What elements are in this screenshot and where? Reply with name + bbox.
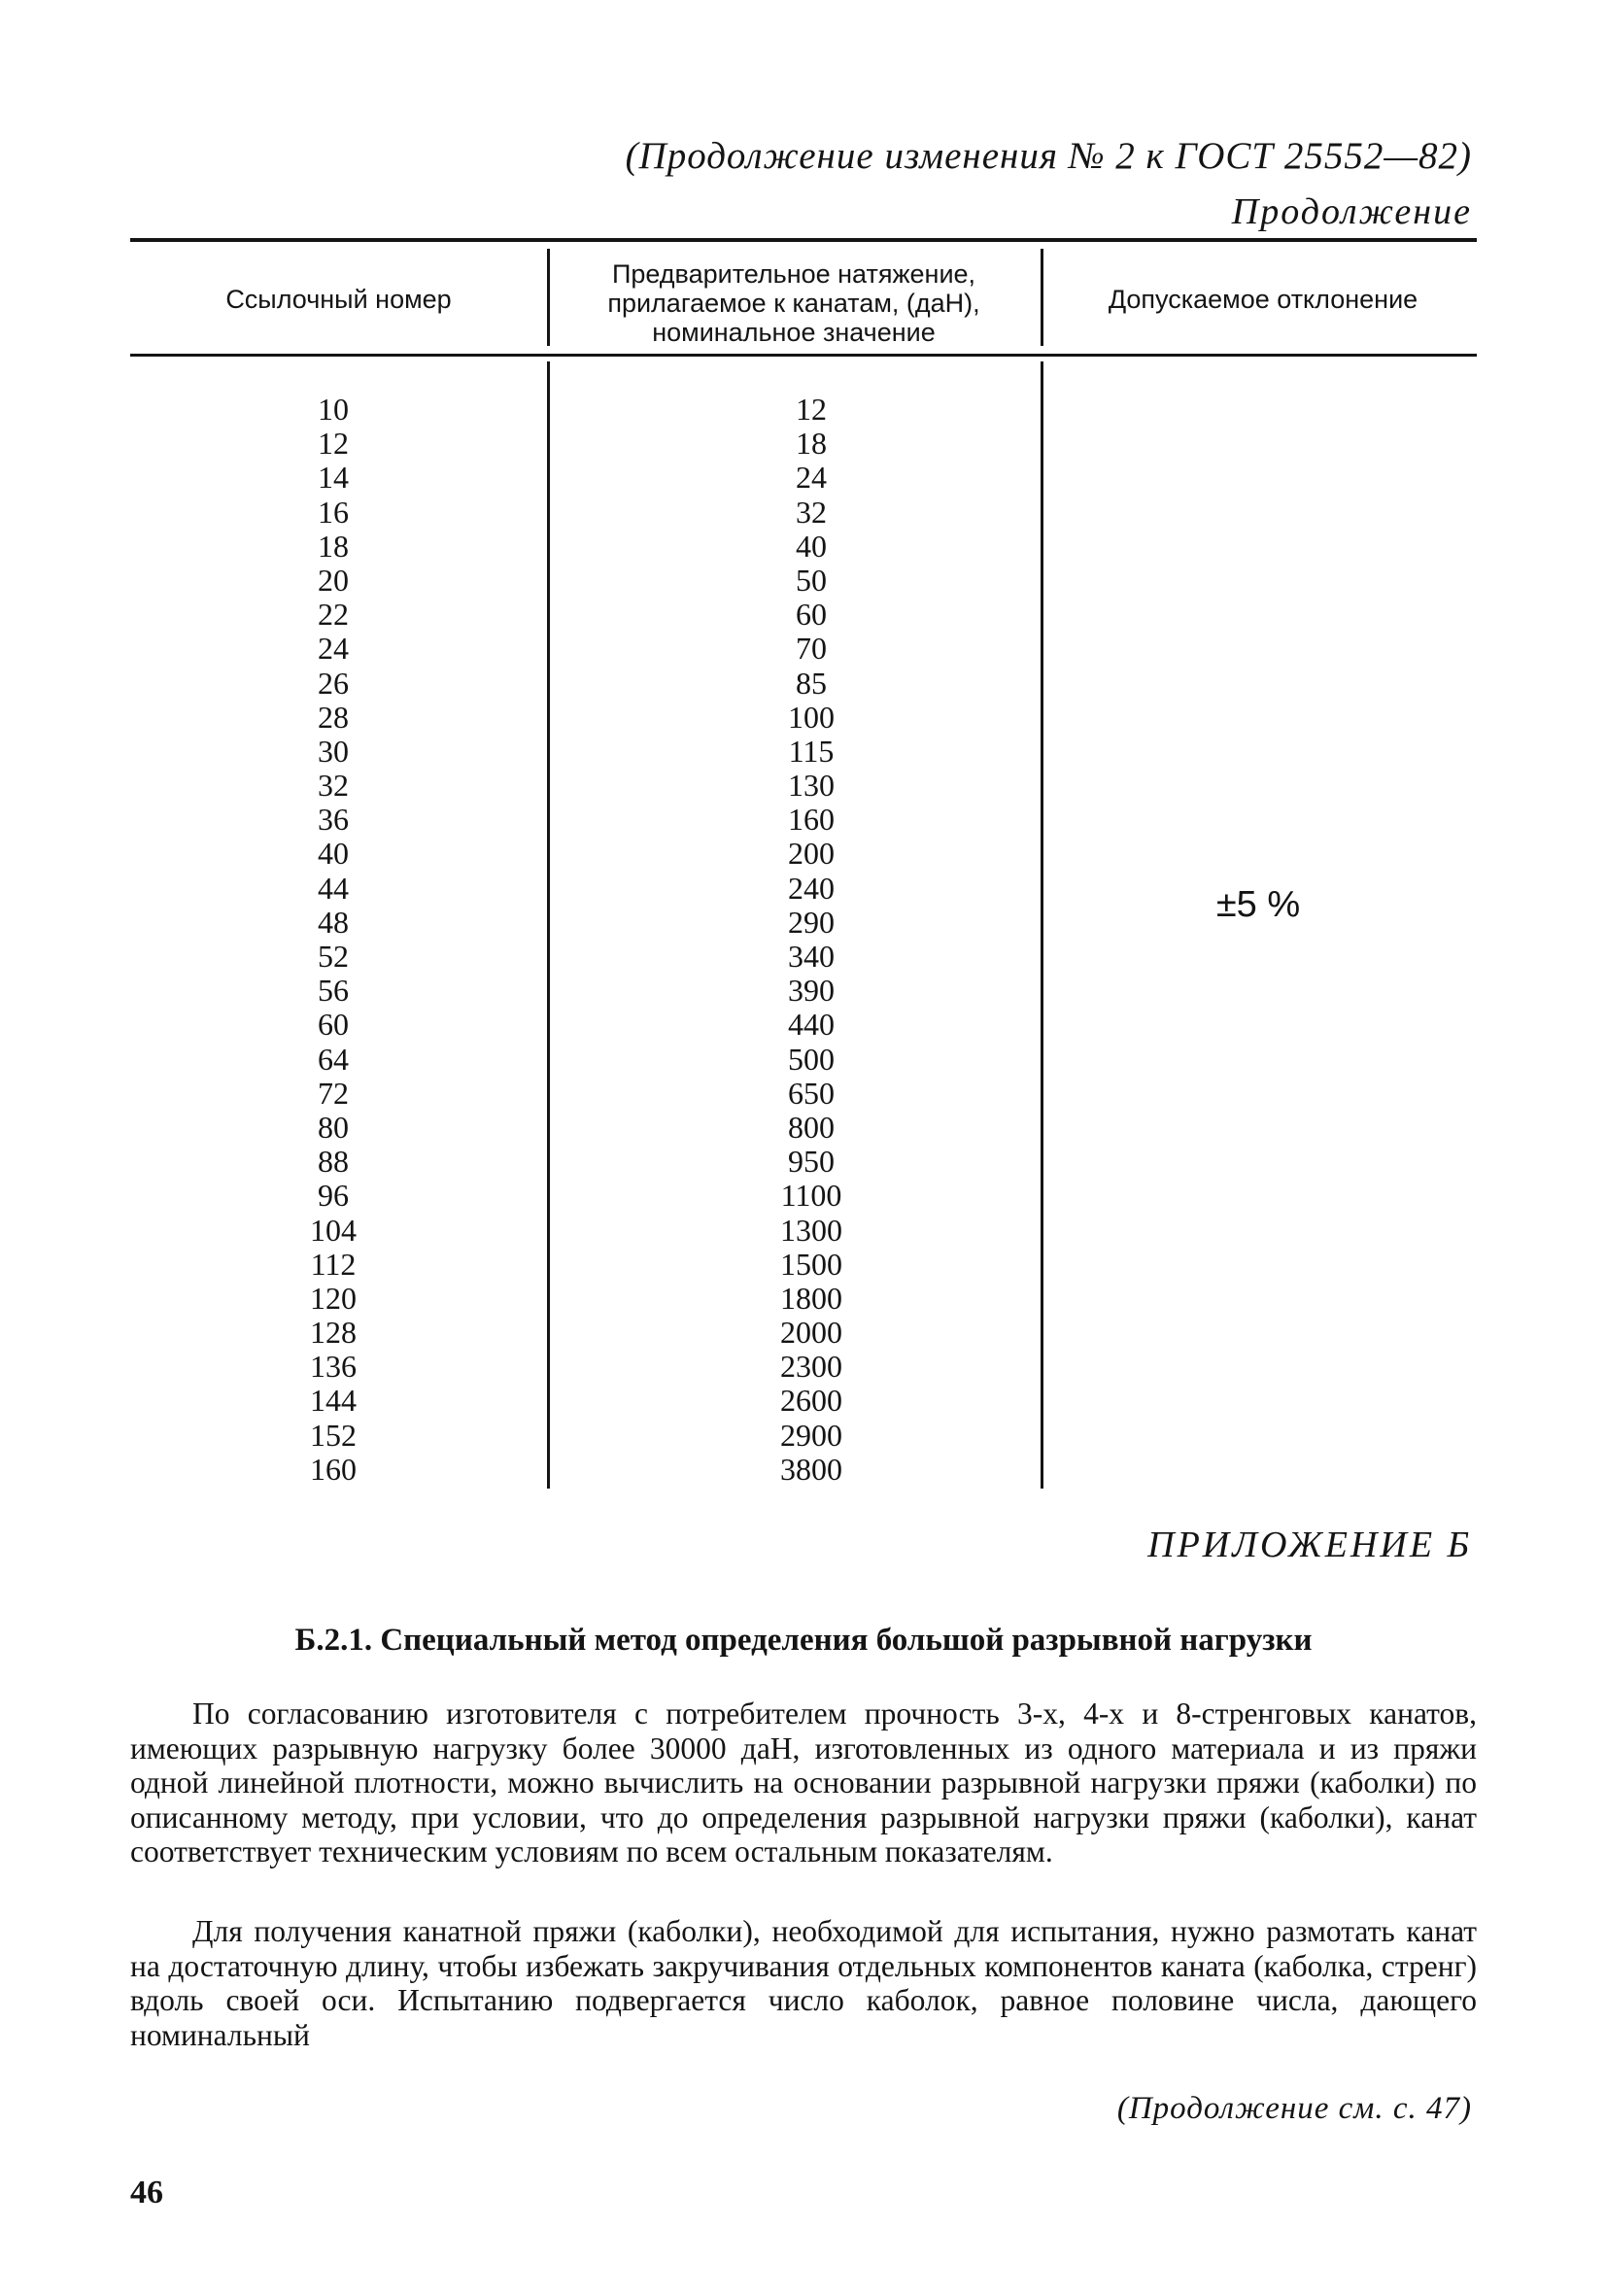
reference-number-cell: 32 bbox=[318, 768, 349, 804]
reference-number-cell: 26 bbox=[318, 665, 349, 701]
table-header-rule bbox=[130, 354, 1477, 357]
pretension-value-cell: 100 bbox=[788, 699, 835, 735]
continued-note: (Продолжение см. с. 47) bbox=[1116, 2091, 1472, 2126]
paragraph-2 bbox=[130, 1914, 1477, 2052]
tolerance-value: ±5 % bbox=[1215, 884, 1301, 925]
reference-number-cell: 60 bbox=[318, 1007, 349, 1043]
pretension-value-cell: 115 bbox=[788, 733, 835, 769]
paragraph-2-text: Для получения канатной пряжи (каболки), необходимой для испытания, нужно размотать канат на достаточную длину, чтобы избежать закручивания отдельных компонентов каната (каболка, стренг) вдоль своей оси. Испытанию подвергается число каболок, равное половине числа, дающего номинальный bbox=[130, 1914, 1477, 2052]
pretension-value-cell: 1100 bbox=[780, 1178, 842, 1214]
column-divider bbox=[547, 361, 550, 1489]
pretension-value-cell: 40 bbox=[796, 528, 827, 564]
reference-number-cell: 64 bbox=[318, 1041, 349, 1077]
continuation-label: Продолжение bbox=[1231, 191, 1472, 232]
pretension-value-cell: 1500 bbox=[780, 1246, 842, 1282]
reference-number-cell: 14 bbox=[318, 460, 349, 496]
reference-number-cell: 22 bbox=[318, 597, 349, 633]
reference-number-cell: 160 bbox=[310, 1451, 357, 1487]
pretension-value-cell: 70 bbox=[796, 631, 827, 667]
reference-number-cell: 128 bbox=[310, 1315, 357, 1351]
reference-number-cell: 48 bbox=[318, 904, 349, 940]
pretension-value-cell: 390 bbox=[788, 973, 835, 1009]
reference-number-cell: 144 bbox=[310, 1383, 357, 1419]
column-divider bbox=[547, 249, 550, 346]
pretension-value-cell: 1800 bbox=[780, 1280, 842, 1316]
reference-number-column bbox=[236, 393, 430, 1487]
pretension-value-cell: 85 bbox=[796, 665, 827, 701]
pretension-value-cell: 950 bbox=[788, 1144, 835, 1180]
reference-number-cell: 20 bbox=[318, 562, 349, 598]
reference-number-cell: 104 bbox=[310, 1212, 357, 1248]
pretension-value-cell: 800 bbox=[788, 1109, 835, 1145]
pretension-value-cell: 340 bbox=[788, 939, 835, 974]
reference-number-cell: 136 bbox=[310, 1349, 357, 1385]
reference-number-cell: 120 bbox=[310, 1280, 357, 1316]
reference-number-cell: 24 bbox=[318, 631, 349, 667]
reference-number-cell: 18 bbox=[318, 528, 349, 564]
reference-number-cell: 16 bbox=[318, 494, 349, 530]
pretension-value-cell: 2900 bbox=[780, 1417, 842, 1453]
table-top-rule bbox=[130, 238, 1477, 242]
pretension-value-cell: 50 bbox=[796, 562, 827, 598]
reference-number-cell: 88 bbox=[318, 1144, 349, 1180]
pretension-value-cell: 130 bbox=[788, 768, 835, 804]
amendment-header: (Продолжение изменения № 2 к ГОСТ 25552—82) bbox=[625, 135, 1472, 177]
reference-number-cell: 112 bbox=[310, 1246, 357, 1282]
pretension-value-cell: 160 bbox=[788, 802, 835, 838]
pretension-value-cell: 200 bbox=[788, 836, 835, 872]
pretension-value-cell: 650 bbox=[788, 1075, 835, 1111]
reference-number-cell: 56 bbox=[318, 973, 349, 1009]
appendix-label: ПРИЛОЖЕНИЕ Б bbox=[1147, 1525, 1472, 1565]
reference-number-cell: 10 bbox=[318, 392, 349, 427]
reference-number-cell: 40 bbox=[318, 836, 349, 872]
pretension-value-cell: 12 bbox=[796, 392, 827, 427]
pretension-value-cell: 440 bbox=[788, 1007, 835, 1043]
paragraph-1 bbox=[130, 1696, 1477, 1869]
reference-number-cell: 72 bbox=[318, 1075, 349, 1111]
paragraph-1-text: По согласованию изготовителя с потребителем прочность 3-х, 4-х и 8-стренговых канатов, имеющих разрывную нагрузку более 30000 даН, изготовленных из одного материала и из пряжи одной линейной плотности, можно вычислить на основании разрывной нагрузки пряжи (каболки) по описанному методу, при условии, что до определения разрывной нагрузки пряжи (каболки), канат соответствует техническим условиям по всем остальным показателям. bbox=[130, 1696, 1477, 1868]
section-title: Б.2.1. Специальный метод определения большой разрывной нагрузки bbox=[294, 1623, 1313, 1658]
pretension-value-cell: 2600 bbox=[780, 1383, 842, 1419]
pretension-value-cell: 2000 bbox=[780, 1315, 842, 1351]
pretension-value-cell: 24 bbox=[796, 460, 827, 496]
pretension-value-cell: 500 bbox=[788, 1041, 835, 1077]
reference-number-cell: 30 bbox=[318, 733, 349, 769]
reference-number-cell: 52 bbox=[318, 939, 349, 974]
reference-number-cell: 28 bbox=[318, 699, 349, 735]
pretension-value-cell: 32 bbox=[796, 494, 827, 530]
reference-number-cell: 36 bbox=[318, 802, 349, 838]
pretension-value-cell: 240 bbox=[788, 870, 835, 906]
reference-number-cell: 96 bbox=[318, 1178, 349, 1214]
column-divider bbox=[1041, 361, 1043, 1489]
page-number: 46 bbox=[130, 2175, 163, 2210]
reference-number-cell: 80 bbox=[318, 1109, 349, 1145]
reference-number-cell: 12 bbox=[318, 426, 349, 462]
column-header-pretension: Предварительное натяжение, прилагаемое к канатам, (даН), номинальное значение bbox=[607, 259, 980, 347]
column-header-tolerance: Допускаемое отклонение bbox=[1108, 285, 1418, 314]
pretension-column bbox=[714, 393, 908, 1487]
pretension-value-cell: 2300 bbox=[780, 1349, 842, 1385]
reference-number-cell: 44 bbox=[318, 870, 349, 906]
pretension-value-cell: 3800 bbox=[780, 1451, 842, 1487]
column-header-reference-number: Ссылочный номер bbox=[225, 285, 452, 314]
pretension-value-cell: 1300 bbox=[780, 1212, 842, 1248]
pretension-value-cell: 290 bbox=[788, 904, 835, 940]
pretension-value-cell: 18 bbox=[796, 426, 827, 462]
column-divider bbox=[1041, 249, 1043, 346]
reference-number-cell: 152 bbox=[310, 1417, 357, 1453]
pretension-value-cell: 60 bbox=[796, 597, 827, 633]
